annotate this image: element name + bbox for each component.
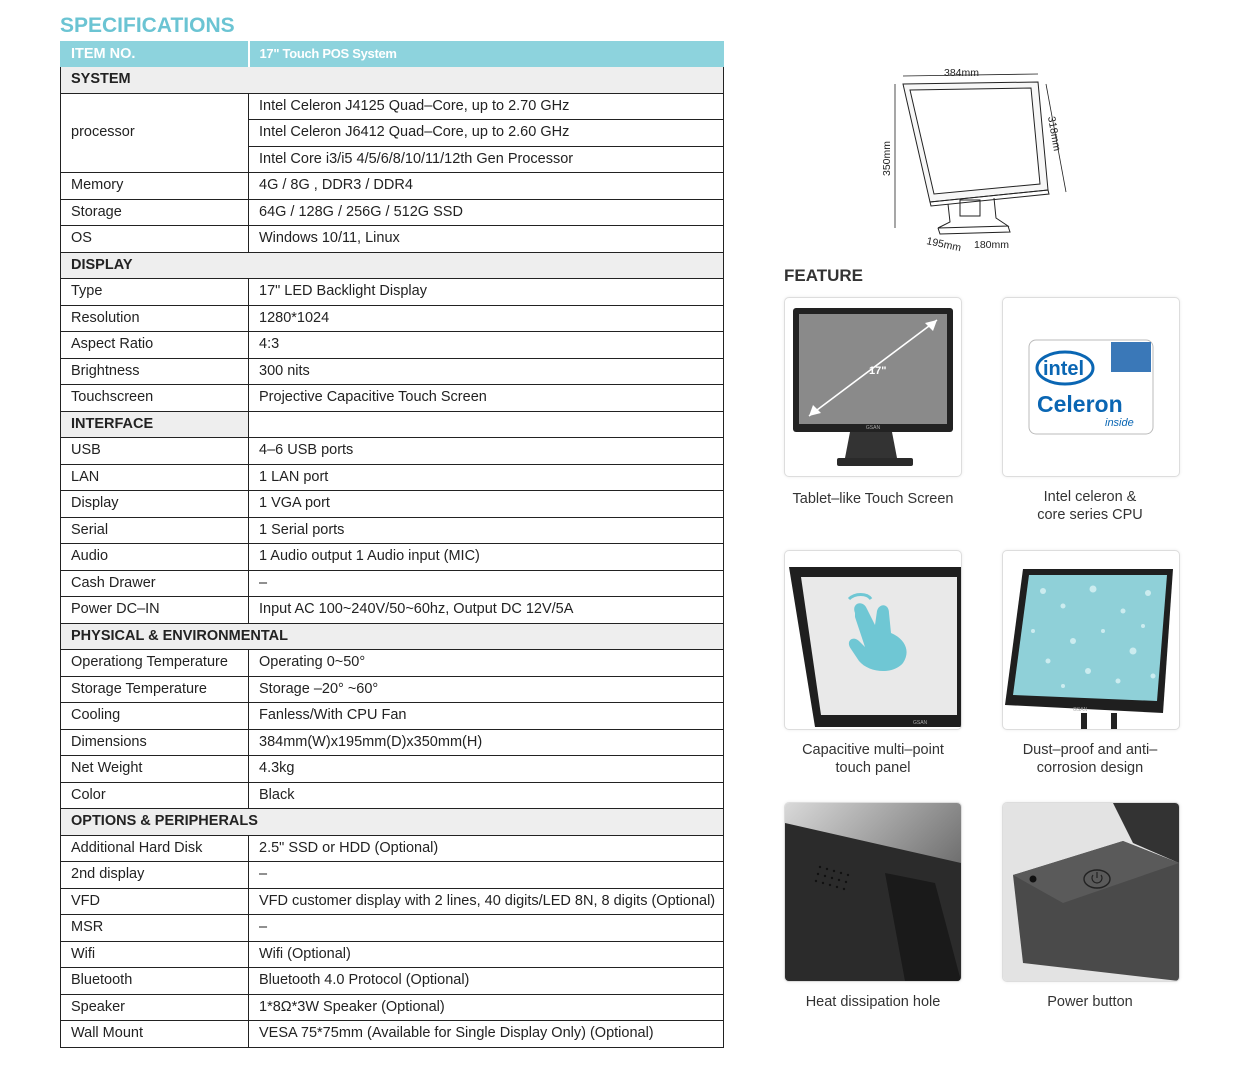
section-row-system — [61, 67, 724, 94]
brand-label: GSAN — [865, 425, 881, 431]
spec-value: VFD customer display with 2 lines, 40 digits/LED 8N, 8 digits (Optional) — [249, 888, 724, 915]
spec-label: Storage Temperature — [61, 676, 249, 703]
spec-label: Aspect Ratio — [61, 332, 249, 359]
caption-line: Capacitive multi–point — [802, 742, 944, 758]
power-button-icon — [1003, 803, 1179, 981]
spec-row — [61, 385, 724, 412]
section-blank — [249, 411, 724, 438]
feature-caption — [990, 488, 1190, 524]
spec-label: Touchscreen — [61, 385, 249, 412]
section-title: OPTIONS & PERIPHERALS — [61, 809, 724, 836]
item-no-label: ITEM NO. — [61, 42, 249, 67]
section-title: SYSTEM — [61, 67, 724, 94]
spec-label: Bluetooth — [61, 968, 249, 995]
processor-value: Intel Celeron J6412 Quad–Core, up to 2.60 GHz — [249, 120, 724, 147]
spec-label: Serial — [61, 517, 249, 544]
base-dimension: 180mm — [974, 239, 1010, 251]
spec-value: Wifi (Optional) — [249, 941, 724, 968]
spec-label: Dimensions — [61, 729, 249, 756]
spec-row — [61, 994, 724, 1021]
section-title: DISPLAY — [61, 252, 724, 279]
spec-value: 1280*1024 — [249, 305, 724, 332]
feature-card-touch-screen — [784, 297, 962, 477]
spec-label: 2nd display — [61, 862, 249, 889]
spec-value: 1 Audio output 1 Audio input (MIC) — [249, 544, 724, 571]
feature-caption — [773, 741, 973, 777]
spec-value: 1 Serial ports — [249, 517, 724, 544]
spec-value: 2.5" SSD or HDD (Optional) — [249, 835, 724, 862]
spec-value: 1*8Ω*3W Speaker (Optional) — [249, 994, 724, 1021]
spec-row — [61, 703, 724, 730]
spec-value: 64G / 128G / 256G / 512G SSD — [249, 199, 724, 226]
brand-label: GSAN — [913, 720, 928, 726]
monitor-outline-icon — [903, 82, 1049, 234]
celeron-text: Celeron — [1037, 391, 1123, 417]
header-row — [61, 42, 724, 67]
spec-row — [61, 305, 724, 332]
screen-dimension: 318mm — [1045, 115, 1063, 153]
spec-value: 1 VGA port — [249, 491, 724, 518]
spec-label: Type — [61, 279, 249, 306]
processor-value: Intel Core i3/i5 4/5/6/8/10/11/12th Gen Processor — [249, 146, 724, 173]
water-drops-screen-icon — [1003, 551, 1179, 729]
spec-label: Memory — [61, 173, 249, 200]
intel-celeron-logo-icon — [1003, 298, 1179, 476]
spec-value: Input AC 100~240V/50~60hz, Output DC 12V/5A — [249, 597, 724, 624]
spec-row — [61, 835, 724, 862]
spec-row — [61, 544, 724, 571]
feature-caption — [990, 741, 1190, 777]
spec-row — [61, 173, 724, 200]
section-row-physical — [61, 623, 724, 650]
spec-value: Fanless/With CPU Fan — [249, 703, 724, 730]
feature-card-heat-dissipation — [784, 802, 962, 982]
spec-label: MSR — [61, 915, 249, 942]
spec-label: VFD — [61, 888, 249, 915]
spec-row — [61, 438, 724, 465]
processor-value: Intel Celeron J4125 Quad–Core, up to 2.70 GHz — [249, 93, 724, 120]
feature-card-multi-touch — [784, 550, 962, 730]
spec-row — [61, 756, 724, 783]
spec-label: OS — [61, 226, 249, 253]
spec-row — [61, 358, 724, 385]
feature-card-power-button — [1002, 802, 1180, 982]
section-title: PHYSICAL & ENVIRONMENTAL — [61, 623, 724, 650]
intel-text: intel — [1043, 358, 1085, 380]
feature-caption: Tablet–like Touch Screen — [792, 491, 954, 507]
item-no-value: 17" Touch POS System — [249, 42, 724, 67]
spec-value: – — [249, 570, 724, 597]
spec-label: Color — [61, 782, 249, 809]
spec-row — [61, 1021, 724, 1048]
section-row-interface — [61, 411, 724, 438]
touch-panel-icon — [785, 551, 961, 729]
spec-row — [61, 279, 724, 306]
spec-label: USB — [61, 438, 249, 465]
heat-vent-icon — [785, 803, 961, 981]
feature-caption: Heat dissipation hole — [805, 994, 941, 1010]
width-dimension: 384mm — [944, 67, 980, 79]
caption-line: core series CPU — [1037, 507, 1143, 523]
spec-row — [61, 597, 724, 624]
spec-label: Display — [61, 491, 249, 518]
spec-label: LAN — [61, 464, 249, 491]
spec-value: 4G / 8G , DDR3 / DDR4 — [249, 173, 724, 200]
feature-title: FEATURE — [784, 266, 864, 285]
spec-row — [61, 517, 724, 544]
spec-value: Projective Capacitive Touch Screen — [249, 385, 724, 412]
spec-value: VESA 75*75mm (Available for Single Display Only) (Optional) — [249, 1021, 724, 1048]
caption-line: corrosion design — [1036, 760, 1144, 776]
spec-label: Speaker — [61, 994, 249, 1021]
spec-value: Storage –20° ~60° — [249, 676, 724, 703]
section-row-options — [61, 809, 724, 836]
spec-value: – — [249, 862, 724, 889]
depth-dimension: 195mm — [925, 235, 963, 255]
spec-label: Operationg Temperature — [61, 650, 249, 677]
spec-value: 384mm(W)x195mm(D)x350mm(H) — [249, 729, 724, 756]
page-title: SPECIFICATIONS — [60, 14, 235, 37]
spec-value: 1 LAN port — [249, 464, 724, 491]
spec-label: Audio — [61, 544, 249, 571]
spec-row — [61, 332, 724, 359]
spec-label: Storage — [61, 199, 249, 226]
brand-label: GSAN — [1073, 707, 1088, 713]
spec-label: Wifi — [61, 941, 249, 968]
spec-row — [61, 226, 724, 253]
spec-value: Windows 10/11, Linux — [249, 226, 724, 253]
caption-line: Dust–proof and anti– — [1022, 742, 1158, 758]
feature-card-intel-cpu — [1002, 297, 1180, 477]
spec-label: Brightness — [61, 358, 249, 385]
spec-row — [61, 729, 724, 756]
spec-value: 4:3 — [249, 332, 724, 359]
spec-table-body — [61, 42, 724, 1048]
spec-table — [60, 41, 724, 1048]
processor-label: processor — [61, 93, 249, 173]
spec-row — [61, 570, 724, 597]
caption-line: touch panel — [835, 760, 911, 776]
spec-label: Resolution — [61, 305, 249, 332]
feature-caption: Power button — [1047, 994, 1133, 1010]
spec-value: 300 nits — [249, 358, 724, 385]
spec-row — [61, 676, 724, 703]
height-dimension: 350mm — [881, 140, 893, 176]
screen-size-label: 17" — [869, 365, 887, 377]
spec-value: 4.3kg — [249, 756, 724, 783]
spec-value: Bluetooth 4.0 Protocol (Optional) — [249, 968, 724, 995]
spec-value: – — [249, 915, 724, 942]
spec-label: Cooling — [61, 703, 249, 730]
section-row-display — [61, 252, 724, 279]
spec-row — [61, 915, 724, 942]
monitor-front-icon — [785, 298, 961, 476]
spec-row — [61, 199, 724, 226]
section-title: INTERFACE — [61, 411, 249, 438]
spec-label: Wall Mount — [61, 1021, 249, 1048]
dimension-diagram — [868, 62, 1068, 262]
spec-row — [61, 782, 724, 809]
spec-row — [61, 968, 724, 995]
spec-label: Net Weight — [61, 756, 249, 783]
spec-row — [61, 862, 724, 889]
spec-value: Operating 0~50° — [249, 650, 724, 677]
spec-label: Additional Hard Disk — [61, 835, 249, 862]
spec-label: Power DC–IN — [61, 597, 249, 624]
spec-row — [61, 491, 724, 518]
inside-text: inside — [1105, 417, 1134, 429]
spec-row — [61, 888, 724, 915]
spec-value: Black — [249, 782, 724, 809]
processor-row — [61, 93, 724, 120]
spec-row — [61, 941, 724, 968]
spec-value: 4–6 USB ports — [249, 438, 724, 465]
feature-card-dust-proof — [1002, 550, 1180, 730]
spec-row — [61, 650, 724, 677]
spec-label: Cash Drawer — [61, 570, 249, 597]
spec-row — [61, 464, 724, 491]
spec-value: 17" LED Backlight Display — [249, 279, 724, 306]
caption-line: Intel celeron & — [1043, 489, 1137, 505]
